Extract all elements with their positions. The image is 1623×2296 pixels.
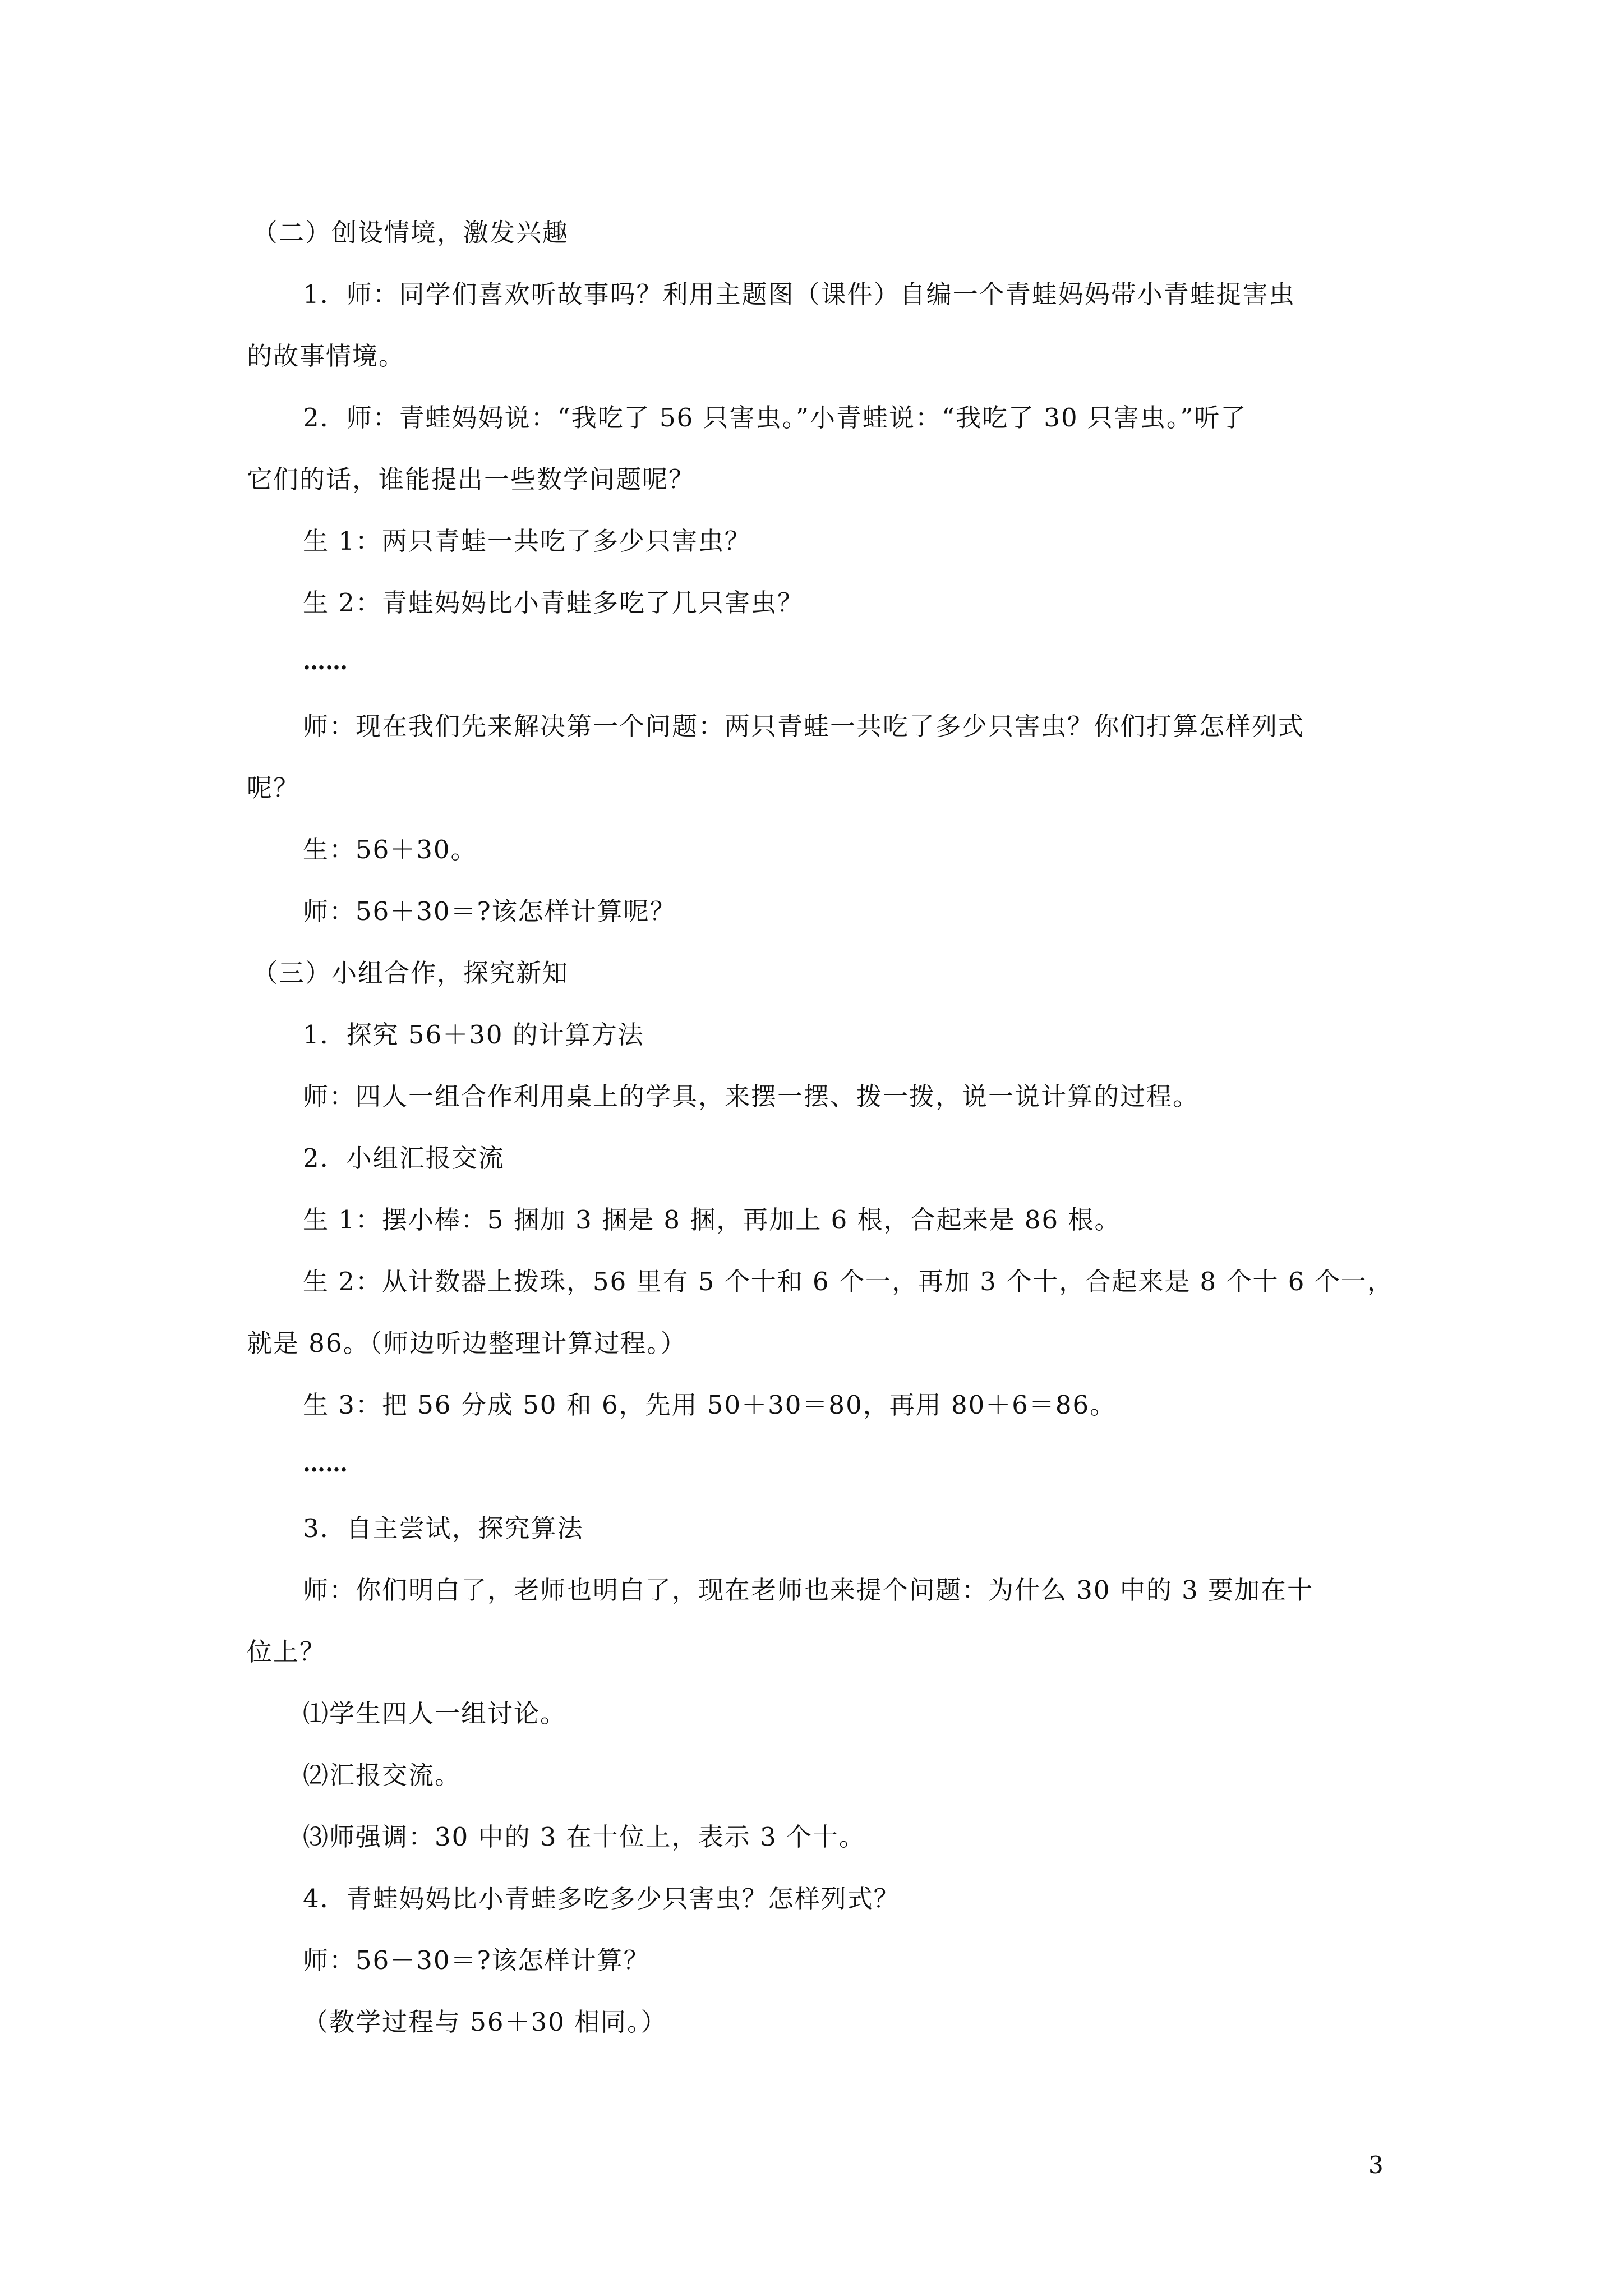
- paragraph-line: 4．青蛙妈妈比小青蛙多吃多少只害虫？怎样列式？: [303, 1884, 900, 1913]
- paragraph-line: 位上？: [247, 1637, 326, 1667]
- section-heading: （二）创设情境，激发兴趣: [252, 218, 569, 247]
- paragraph-line: 师：56＋30＝?该怎样计算呢？: [303, 896, 676, 926]
- paragraph-line: 生 3：把 56 分成 50 和 6，先用 50＋30＝80，再用 80＋6＝86。: [303, 1390, 1117, 1420]
- paragraph-line: 师：56－30＝?该怎样计算？: [303, 1945, 650, 1975]
- paragraph-line: 2．师：青蛙妈妈说：“我吃了 56 只害虫。”小青蛙说：“我吃了 30 只害虫。”听了: [303, 403, 1247, 432]
- paragraph-line: （教学过程与 56＋30 相同。）: [303, 2007, 667, 2037]
- paragraph-line: 的故事情境。: [247, 341, 405, 371]
- paragraph-line: 2．小组汇报交流: [303, 1143, 505, 1173]
- ellipsis: ……: [303, 648, 348, 675]
- paragraph-line: 1．探究 56＋30 的计算方法: [303, 1020, 644, 1050]
- paragraph-line: 1．师：同学们喜欢听故事吗？利用主题图（课件）自编一个青蛙妈妈带小青蛙捉害虫: [303, 279, 1295, 309]
- paragraph-line: ⑶师强调：30 中的 3 在十位上，表示 3 个十。: [303, 1822, 866, 1852]
- paragraph-line: 师：现在我们先来解决第一个问题：两只青蛙一共吃了多少只害虫？你们打算怎样列式: [303, 711, 1305, 741]
- paragraph-line: 师：你们明白了，老师也明白了，现在老师也来提个问题：为什么 30 中的 3 要加在十: [303, 1575, 1314, 1605]
- page-number: 3: [1368, 2151, 1384, 2179]
- paragraph-line: ⑴学生四人一组讨论。: [303, 1699, 567, 1728]
- paragraph-line: ⑵汇报交流。: [303, 1760, 462, 1790]
- paragraph-line: 师：四人一组合作利用桌上的学具，来摆一摆、拨一拨，说一说计算的过程。: [303, 1082, 1200, 1111]
- section-heading: （三）小组合作，探究新知: [252, 958, 569, 988]
- paragraph-line: 生 1：两只青蛙一共吃了多少只害虫？: [303, 526, 751, 556]
- paragraph-line: 生 1：摆小棒：5 捆加 3 捆是 8 捆，再加上 6 根，合起来是 86 根。: [303, 1205, 1121, 1235]
- paragraph-line: 就是 86。（师边听边整理计算过程。）: [247, 1328, 687, 1358]
- paragraph-line: 生 2：青蛙妈妈比小青蛙多吃了几只害虫？: [303, 588, 804, 618]
- paragraph-line: 它们的话，谁能提出一些数学问题呢？: [247, 464, 695, 494]
- paragraph-line: 生 2：从计数器上拨珠，56 里有 5 个十和 6 个一，再加 3 个十，合起来是 8 个十 6 个一，: [303, 1267, 1394, 1296]
- paragraph-line: 呢？: [247, 773, 300, 803]
- paragraph-line: 3．自主尝试，探究算法: [303, 1513, 584, 1543]
- ellipsis: ……: [303, 1451, 348, 1477]
- paragraph-line: 生：56＋30。: [303, 835, 477, 864]
